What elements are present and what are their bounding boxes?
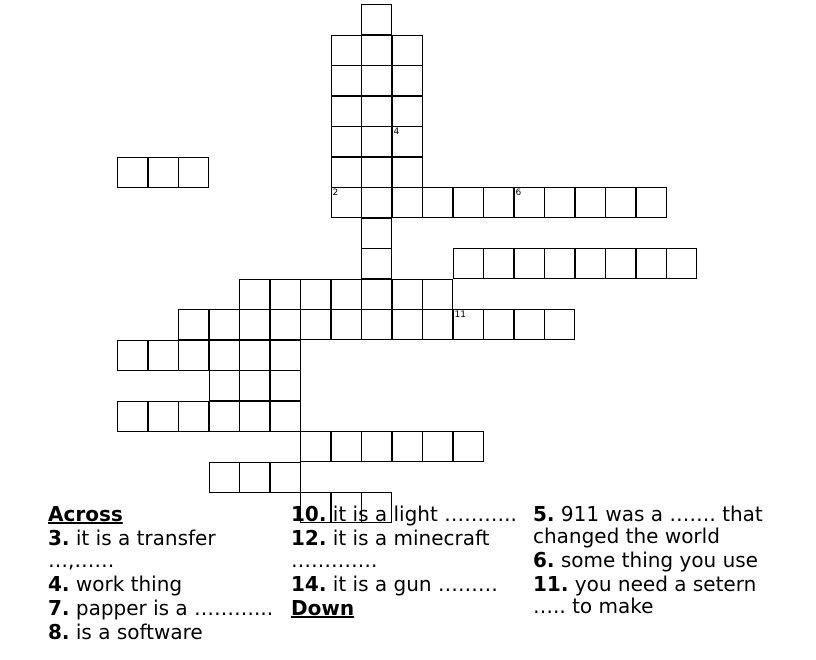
grid-cell[interactable]: [239, 370, 270, 401]
grid-cell[interactable]: [239, 309, 270, 340]
grid-cell[interactable]: [239, 401, 270, 432]
clue-number: 4: [393, 127, 400, 137]
grid-cell[interactable]: [392, 96, 423, 127]
clue-across-8: 8. is a software: [48, 620, 203, 644]
grid-cell[interactable]: [422, 309, 453, 340]
grid-cell[interactable]: [270, 279, 301, 310]
grid-cell[interactable]: [483, 248, 514, 279]
grid-cell[interactable]: [361, 4, 392, 35]
grid-cell[interactable]: [605, 248, 636, 279]
grid-cell[interactable]: [392, 35, 423, 66]
clue-across-3: 3. it is a transfer …,……: [48, 526, 216, 572]
grid-cell[interactable]: [361, 65, 392, 96]
grid-cell[interactable]: [331, 126, 362, 157]
grid-cell[interactable]: [422, 187, 453, 218]
grid-cell[interactable]: [361, 35, 392, 66]
grid-cell[interactable]: [331, 35, 362, 66]
grid-cell[interactable]: [361, 309, 392, 340]
grid-cell[interactable]: [209, 462, 240, 493]
down-heading: Down: [291, 596, 355, 620]
grid-cell[interactable]: [178, 309, 209, 340]
grid-cell[interactable]: [422, 431, 453, 462]
grid-cell[interactable]: [666, 248, 697, 279]
grid-cell[interactable]: [178, 340, 209, 371]
grid-cell[interactable]: [270, 309, 301, 340]
grid-cell[interactable]: [239, 279, 270, 310]
grid-cell[interactable]: [331, 431, 362, 462]
grid-cell[interactable]: [361, 248, 392, 279]
clue-across-4: 4. work thing: [48, 572, 183, 596]
clue-down-6: 6. some thing you use: [533, 548, 758, 572]
grid-cell[interactable]: [453, 187, 484, 218]
grid-cell[interactable]: [422, 279, 453, 310]
grid-cell[interactable]: [361, 279, 392, 310]
grid-cell[interactable]: [270, 340, 301, 371]
grid-cell[interactable]: [605, 187, 636, 218]
grid-cell[interactable]: [270, 462, 301, 493]
grid-cell[interactable]: [331, 187, 362, 218]
grid-cell[interactable]: [453, 309, 484, 340]
grid-cell[interactable]: [392, 65, 423, 96]
grid-cell[interactable]: [361, 187, 392, 218]
grid-cell[interactable]: [300, 431, 331, 462]
grid-cell[interactable]: [300, 279, 331, 310]
grid-cell[interactable]: [514, 248, 545, 279]
grid-cell[interactable]: [117, 401, 148, 432]
grid-cell[interactable]: [483, 187, 514, 218]
grid-cell[interactable]: [300, 309, 331, 340]
grid-cell[interactable]: [270, 401, 301, 432]
grid-cell[interactable]: [392, 309, 423, 340]
grid-cell[interactable]: [331, 65, 362, 96]
clue-across-14: 14. it is a gun ………: [291, 572, 498, 596]
grid-cell[interactable]: [636, 248, 667, 279]
grid-cell[interactable]: [239, 340, 270, 371]
grid-cell[interactable]: [178, 401, 209, 432]
clue-down-5: 5. 911 was a ……. that changed the world: [533, 502, 763, 548]
grid-cell[interactable]: [331, 157, 362, 188]
grid-cell[interactable]: [514, 187, 545, 218]
grid-cell[interactable]: [117, 157, 148, 188]
grid-cell[interactable]: [331, 279, 362, 310]
clue-across-7: 7. papper is a ………...: [48, 596, 274, 620]
grid-cell[interactable]: [148, 340, 179, 371]
grid-cell[interactable]: [544, 309, 575, 340]
clue-across-10: 10. it is a light ………..: [291, 502, 517, 526]
grid-cell[interactable]: [361, 431, 392, 462]
grid-cell[interactable]: [544, 248, 575, 279]
clues-column-1: [48, 503, 283, 645]
grid-cell[interactable]: [483, 309, 514, 340]
grid-cell[interactable]: [544, 187, 575, 218]
grid-cell[interactable]: [392, 157, 423, 188]
clue-number: 6: [515, 188, 522, 198]
grid-cell[interactable]: [453, 248, 484, 279]
grid-cell[interactable]: [270, 370, 301, 401]
clue-number: 11: [454, 310, 466, 320]
grid-cell[interactable]: [453, 431, 484, 462]
clues-column-3: [533, 503, 773, 619]
grid-cell[interactable]: [361, 96, 392, 127]
grid-cell[interactable]: [575, 248, 606, 279]
grid-cell[interactable]: [392, 431, 423, 462]
grid-cell[interactable]: [117, 340, 148, 371]
grid-cell[interactable]: [392, 279, 423, 310]
grid-cell[interactable]: [331, 309, 362, 340]
grid-cell[interactable]: [178, 157, 209, 188]
grid-cell[interactable]: [148, 401, 179, 432]
grid-cell[interactable]: [209, 370, 240, 401]
grid-cell[interactable]: [331, 96, 362, 127]
grid-cell[interactable]: [209, 340, 240, 371]
grid-cell[interactable]: [392, 126, 423, 157]
grid-cell[interactable]: [209, 401, 240, 432]
across-heading: Across: [48, 502, 123, 526]
clue-number: 2: [332, 188, 339, 198]
clue-across-12: 12. it is a minecraft ………….: [291, 526, 490, 572]
grid-cell[interactable]: [361, 157, 392, 188]
grid-cell[interactable]: [148, 157, 179, 188]
grid-cell[interactable]: [636, 187, 667, 218]
clues-column-2: [291, 503, 526, 621]
grid-cell[interactable]: [361, 126, 392, 157]
grid-cell[interactable]: [239, 462, 270, 493]
grid-cell[interactable]: [392, 187, 423, 218]
clue-down-11: 11. you need a setern ….. to make: [533, 572, 757, 618]
grid-cell[interactable]: [514, 309, 545, 340]
grid-cell[interactable]: [361, 218, 392, 249]
grid-cell[interactable]: [575, 187, 606, 218]
grid-cell[interactable]: [209, 309, 240, 340]
